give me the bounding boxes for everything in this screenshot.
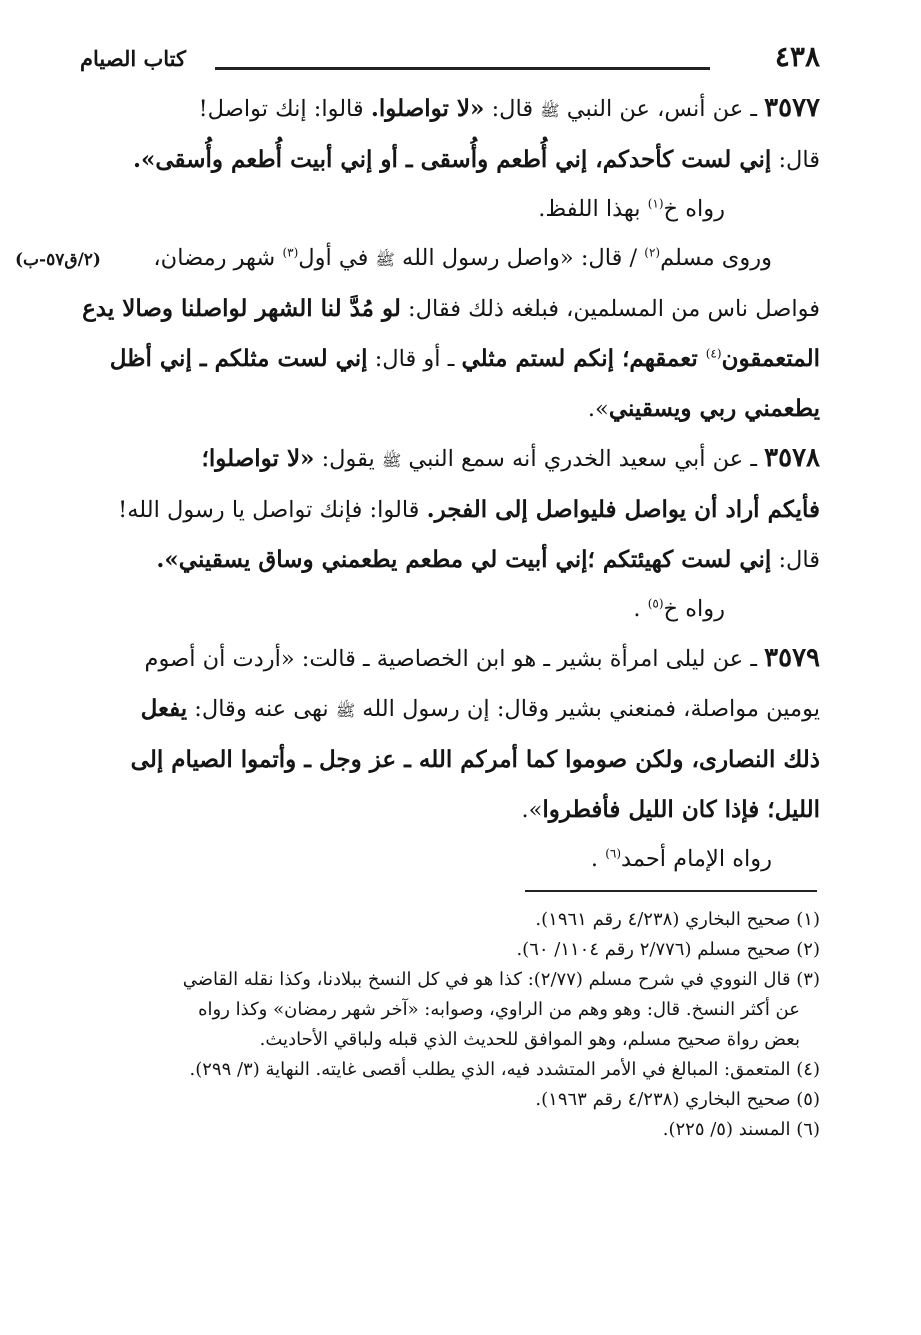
text-span: شهر رمضان، bbox=[153, 245, 283, 271]
text-span: رواه خ bbox=[663, 196, 725, 222]
pbu-glyph: ﷺ bbox=[381, 451, 402, 470]
footnote-rule bbox=[525, 890, 817, 892]
pbu-glyph: ﷺ bbox=[375, 250, 395, 269]
quote-bold: يفعل bbox=[140, 695, 188, 722]
text-span: قال: bbox=[484, 96, 534, 122]
text-span: فواصل ناس من المسلمين، فبلغه ذلك فقال: bbox=[400, 296, 820, 322]
quote-bold: يطعمني ربي ويسقيني bbox=[608, 395, 820, 422]
footnote: (١) صحيح البخاري (٤/٢٣٨ رقم ١٩٦١). bbox=[535, 909, 820, 930]
quote-bold: «لا تواصلوا؛ bbox=[201, 445, 315, 472]
footnote-ref: (٦) bbox=[605, 846, 622, 861]
text-span: . bbox=[590, 846, 606, 872]
text-span: قال: bbox=[771, 147, 820, 173]
quote-bold: إني لست كهيئتكم ؛إني أبيت لي مطعم يطعمني وساق يسقيني». bbox=[156, 546, 772, 573]
muslim-narration bbox=[80, 234, 820, 434]
page-header bbox=[80, 40, 820, 84]
text-line bbox=[80, 835, 820, 884]
text-line bbox=[80, 284, 820, 334]
text-line bbox=[80, 585, 820, 634]
text-span: ـ عن أنس، عن النبي bbox=[559, 96, 757, 122]
hadith-3577 bbox=[80, 84, 820, 234]
text-span: يقول: bbox=[314, 446, 382, 472]
hadith-3578 bbox=[80, 434, 820, 634]
footnote: (٤) المتعمق: المبالغ في الأمر المتشدد فيه، الذي يطلب أقصى غايته. النهاية (٣/ ٢٩٩). bbox=[189, 1059, 820, 1080]
text-span: يومين مواصلة، فمنعني بشير وقال: إن رسول الله bbox=[355, 696, 820, 722]
book-title: كتاب الصيام bbox=[80, 46, 186, 71]
text-line bbox=[80, 735, 820, 785]
quote-bold: فأيكم أراد أن يواصل فليواصل إلى الفجر. bbox=[426, 496, 820, 523]
text-line bbox=[80, 434, 820, 485]
footnote: (٣) قال النووي في شرح مسلم (٢/٧٧): كذا هو في كل النسخ ببلادنا، وكذا نقله القاضي bbox=[182, 969, 820, 990]
footnote: (٦) المسند (٥/ ٢٢٥). bbox=[662, 1119, 820, 1140]
footnote-ref: (٣) bbox=[282, 245, 299, 260]
text-span: / قال: «واصل رسول الله bbox=[394, 245, 645, 271]
hadith-3579 bbox=[80, 634, 820, 884]
text-span: ». bbox=[521, 797, 543, 823]
header-rule bbox=[215, 67, 710, 70]
text-line bbox=[80, 485, 820, 535]
pbu-glyph: ﷺ bbox=[540, 101, 560, 120]
quote-bold: ذلك النصارى، ولكن صوموا كما أمركم الله ـ عز وجل ـ وأتموا الصيام إلى bbox=[130, 746, 820, 773]
text-line bbox=[80, 185, 820, 234]
text-span: قالوا: إنك تواصل! bbox=[198, 96, 364, 122]
page bbox=[15, 40, 820, 1140]
text-span: . bbox=[633, 596, 648, 622]
footnote-ref: (١) bbox=[647, 196, 664, 211]
text-span: وروى مسلم bbox=[660, 245, 772, 271]
quote-bold: الليل؛ فإذا كان الليل فأفطروا bbox=[542, 796, 820, 823]
footnotes bbox=[80, 905, 820, 1145]
text-span: في أول bbox=[298, 245, 376, 271]
text-line bbox=[80, 334, 820, 384]
text-span: ـ عن أبي سعيد الخدري أنه سمع النبي bbox=[401, 446, 757, 472]
footnote-ref: (٤) bbox=[705, 346, 722, 361]
text-line bbox=[80, 234, 820, 284]
text-span: رواه خ bbox=[663, 596, 725, 622]
footnote: (٢) صحيح مسلم (٢/٧٧٦ رقم ١١٠٤/ ٦٠). bbox=[516, 939, 820, 960]
text-span: ـ أو قال: bbox=[367, 346, 462, 372]
text-line bbox=[80, 634, 820, 684]
hadith-number: ٣٥٧٧ bbox=[764, 93, 820, 123]
footnote-ref: (٢) bbox=[644, 245, 661, 260]
text-span: بهذا اللفظ. bbox=[538, 196, 648, 222]
hadith-number: ٣٥٧٨ bbox=[764, 443, 820, 473]
quote-bold: تعمقهم؛ إنكم لستم مثلي bbox=[461, 345, 706, 372]
quote-bold: إني لست مثلكم ـ إني أظل bbox=[109, 345, 368, 372]
text-span: قالوا: فإنك تواصل يا رسول الله! bbox=[118, 497, 427, 523]
quote-bold: «لا تواصلوا. bbox=[370, 95, 485, 122]
text-line bbox=[80, 84, 820, 135]
margin-note: (٢/ق٥٧-ب) bbox=[15, 250, 101, 270]
quote-bold: المتعمقون bbox=[721, 345, 820, 372]
text-span: قال: bbox=[771, 547, 820, 573]
footnote: (٥) صحيح البخاري (٤/٢٣٨ رقم ١٩٦٣). bbox=[535, 1089, 820, 1110]
footnote-continuation: عن أكثر النسخ. قال: وهو وهم من الراوي، وصوابه: «آخر شهر رمضان» وكذا رواه bbox=[198, 999, 800, 1020]
text-line bbox=[80, 535, 820, 585]
pbu-glyph: ﷺ bbox=[335, 701, 356, 720]
text-line bbox=[80, 135, 820, 185]
text-line bbox=[80, 684, 820, 735]
quote-bold: إني لست كأحدكم، إني أُطعم وأُسقى ـ أو إني أبيت أُطعم وأُسقى». bbox=[133, 146, 772, 173]
hadith-number: ٣٥٧٩ bbox=[764, 643, 820, 673]
quote-bold: لو مُدَّ لنا الشهر لواصلنا وصالا يدع bbox=[82, 295, 401, 322]
text-span: رواه الإمام أحمد bbox=[621, 846, 772, 872]
text-line bbox=[80, 785, 820, 835]
text-span: ـ عن ليلى امرأة بشير ـ هو ابن الخصاصية ـ قالت: «أردت أن أصوم bbox=[144, 646, 757, 672]
text-line bbox=[80, 384, 820, 434]
footnote-continuation: بعض رواة صحيح مسلم، وهو الموافق للحديث الذي قبله ولباقي الأحاديث. bbox=[259, 1029, 800, 1050]
footnote-ref: (٥) bbox=[647, 596, 664, 611]
text-span: ». bbox=[587, 396, 609, 422]
page-number: ٤٣٨ bbox=[774, 40, 820, 73]
text-span: نهى عنه وقال: bbox=[187, 696, 336, 722]
